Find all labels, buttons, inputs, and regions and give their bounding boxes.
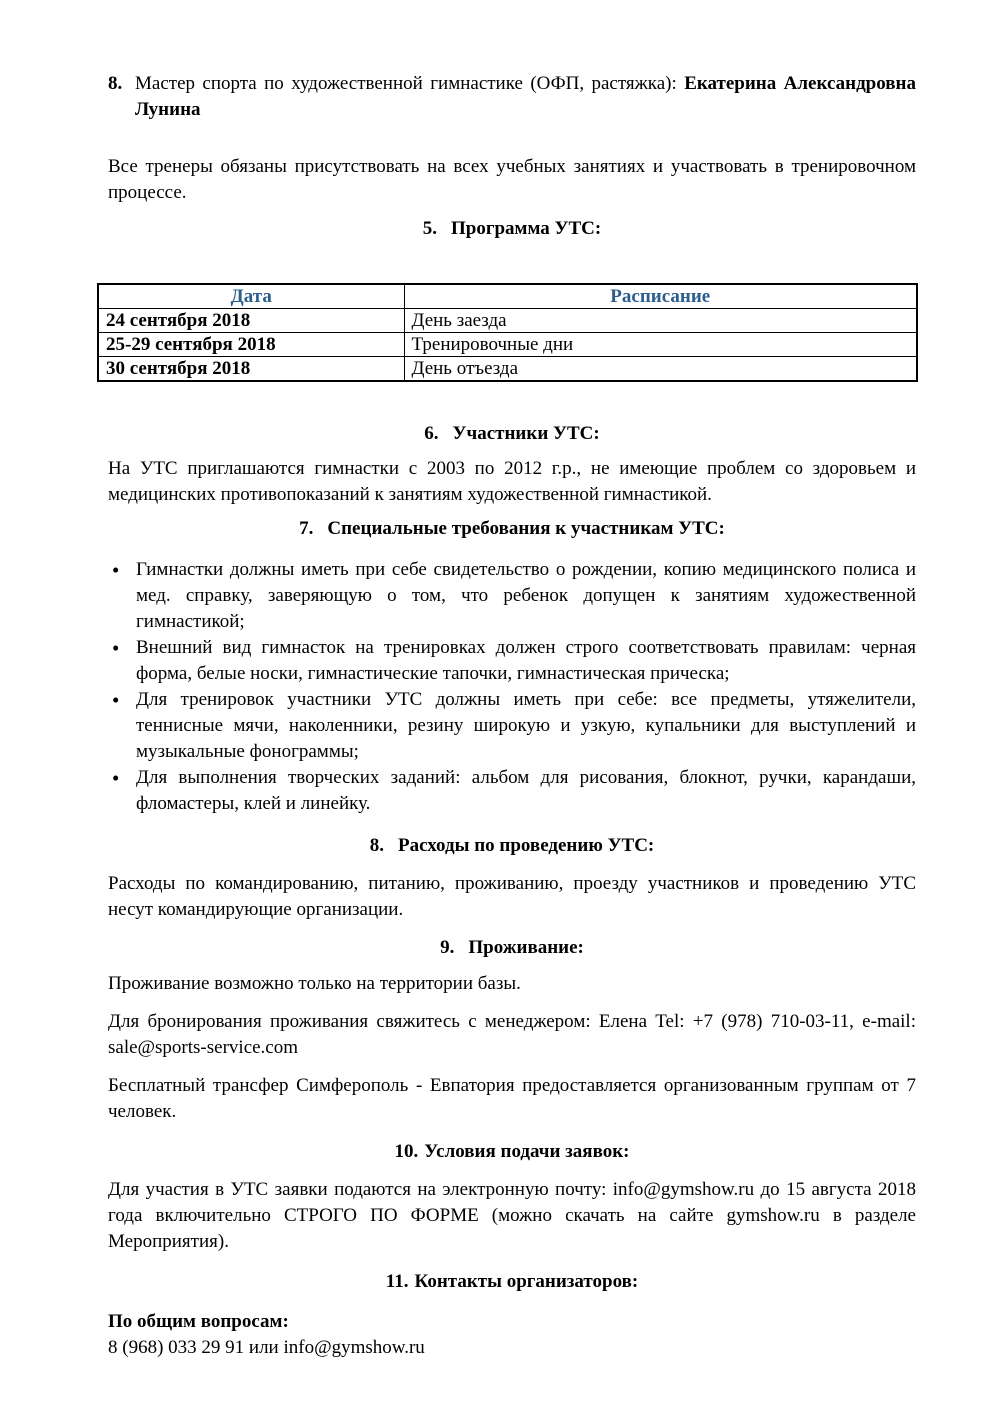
schedule-header-row <box>98 284 917 309</box>
requirements-list <box>108 557 916 817</box>
coach-description: Мастер спорта по художественной гимнастике (ОФП, растяжка): <box>135 73 685 94</box>
section-title-expenses: Расходы по проведению УТС: <box>397 835 655 856</box>
coach-list-number: 8. <box>108 73 123 94</box>
section-number-expenses: 8. <box>369 835 384 856</box>
schedule-desc-departure: День отъезда <box>404 357 917 382</box>
section-title-applications: Условия подачи заявок: <box>424 1141 630 1162</box>
expenses-body: Расходы по командированию, питанию, проживанию, проезду участников и проведению УТС несут командирующие организации. <box>108 873 916 920</box>
schedule-date-departure: 30 сентября 2018 <box>98 357 404 382</box>
accommodation-transfer-note: Бесплатный трансфер Симферополь - Евпатория предоставляется организованным группам от 7 человек. <box>108 1075 916 1122</box>
schedule-desc-arrival: День заезда <box>404 309 917 333</box>
section-number-program: 5. <box>422 218 438 239</box>
schedule-date-training: 25-29 сентября 2018 <box>98 333 404 357</box>
contacts-phone-line: 8 (968) 033 29 91 или info@gymshow.ru <box>108 1337 425 1358</box>
schedule-header-timetable: Расписание <box>404 284 917 309</box>
section-number-accommodation: 9. <box>440 937 455 958</box>
section-title-program: Программа УТС: <box>451 218 602 239</box>
requirement-appearance: • Внешний вид гимнасток на тренировках должен строго соответствовать правилам: черная форма, белые носки, гимнастические тапочки, гимнастическая прическа; <box>108 635 916 687</box>
participants-body: На УТС приглашаются гимнастки с 2003 по 2012 г.р., не имеющие проблем со здоровьем и медицинских противопоказаний к занятиям художественной гимнастикой. <box>108 458 916 505</box>
requirement-equipment: • Для тренировок участники УТС должны иметь при себе: все предметы, утяжелители, теннисные мячи, наколенники, резину широкую и узкую, купальники для выступлений и музыкальные фонограммы; <box>108 687 916 765</box>
section-title-special-requirements: Специальные требования к участникам УТС: <box>327 518 725 539</box>
coach-list-text <box>135 71 916 123</box>
section-heading-applications <box>108 1139 916 1165</box>
trainers-note: Все тренеры обязаны присутствовать на всех учебных занятиях и участвовать в тренировочном процессе. <box>108 156 916 203</box>
section-heading-special-requirements <box>108 516 916 542</box>
section-heading-accommodation <box>108 935 916 961</box>
applications-body: Для участия в УТС заявки подаются на электронную почту: info@gymshow.ru до 15 августа 2018 года включительно СТРОГО ПО ФОРМЕ (можно скачать на сайте gymshow.ru в разделе Мероприятия). <box>108 1179 916 1252</box>
section-title-participants: Участники УТС: <box>452 423 600 444</box>
section-heading-participants <box>108 421 916 447</box>
section-heading-expenses <box>108 833 916 859</box>
schedule-row-training <box>98 333 917 357</box>
section-number-applications: 10. <box>394 1141 419 1162</box>
section-number-participants: 6. <box>424 423 439 444</box>
section-heading-program <box>108 216 916 242</box>
section-title-accommodation: Проживание: <box>468 937 584 958</box>
schedule-table <box>97 283 918 382</box>
coach-name: Екатерина Александровна Лунина <box>135 73 916 120</box>
accommodation-booking-contact: Для бронирования проживания свяжитесь с менеджером: Елена Tel: +7 (978) 710-03-11, e-mail: sale@sports-service.com <box>108 1011 916 1058</box>
requirement-creative-supplies: • Для выполнения творческих заданий: альбом для рисования, блокнот, ручки, карандаши, фломастеры, клей и линейку. <box>108 765 916 817</box>
schedule-desc-training: Тренировочные дни <box>404 333 917 357</box>
requirement-documents: • Гимнастки должны иметь при себе свидетельство о рождении, копию медицинского полиса и мед. справку, заверяющую о том, что ребенок допущен к занятиям художественной гимнастикой; <box>108 557 916 635</box>
contacts-general-label: По общим вопросам: <box>108 1311 289 1332</box>
schedule-row-departure <box>98 357 917 382</box>
section-number-contacts: 11. <box>385 1271 409 1292</box>
schedule-row-arrival <box>98 309 917 333</box>
schedule-header-date: Дата <box>98 284 404 309</box>
schedule-date-arrival: 24 сентября 2018 <box>98 309 404 333</box>
accommodation-territory-note: Проживание возможно только на территории базы. <box>108 973 521 994</box>
section-heading-contacts <box>108 1269 916 1295</box>
section-number-special-requirements: 7. <box>299 518 314 539</box>
coach-list-item <box>108 71 916 123</box>
section-title-contacts: Контакты организаторов: <box>414 1271 639 1292</box>
